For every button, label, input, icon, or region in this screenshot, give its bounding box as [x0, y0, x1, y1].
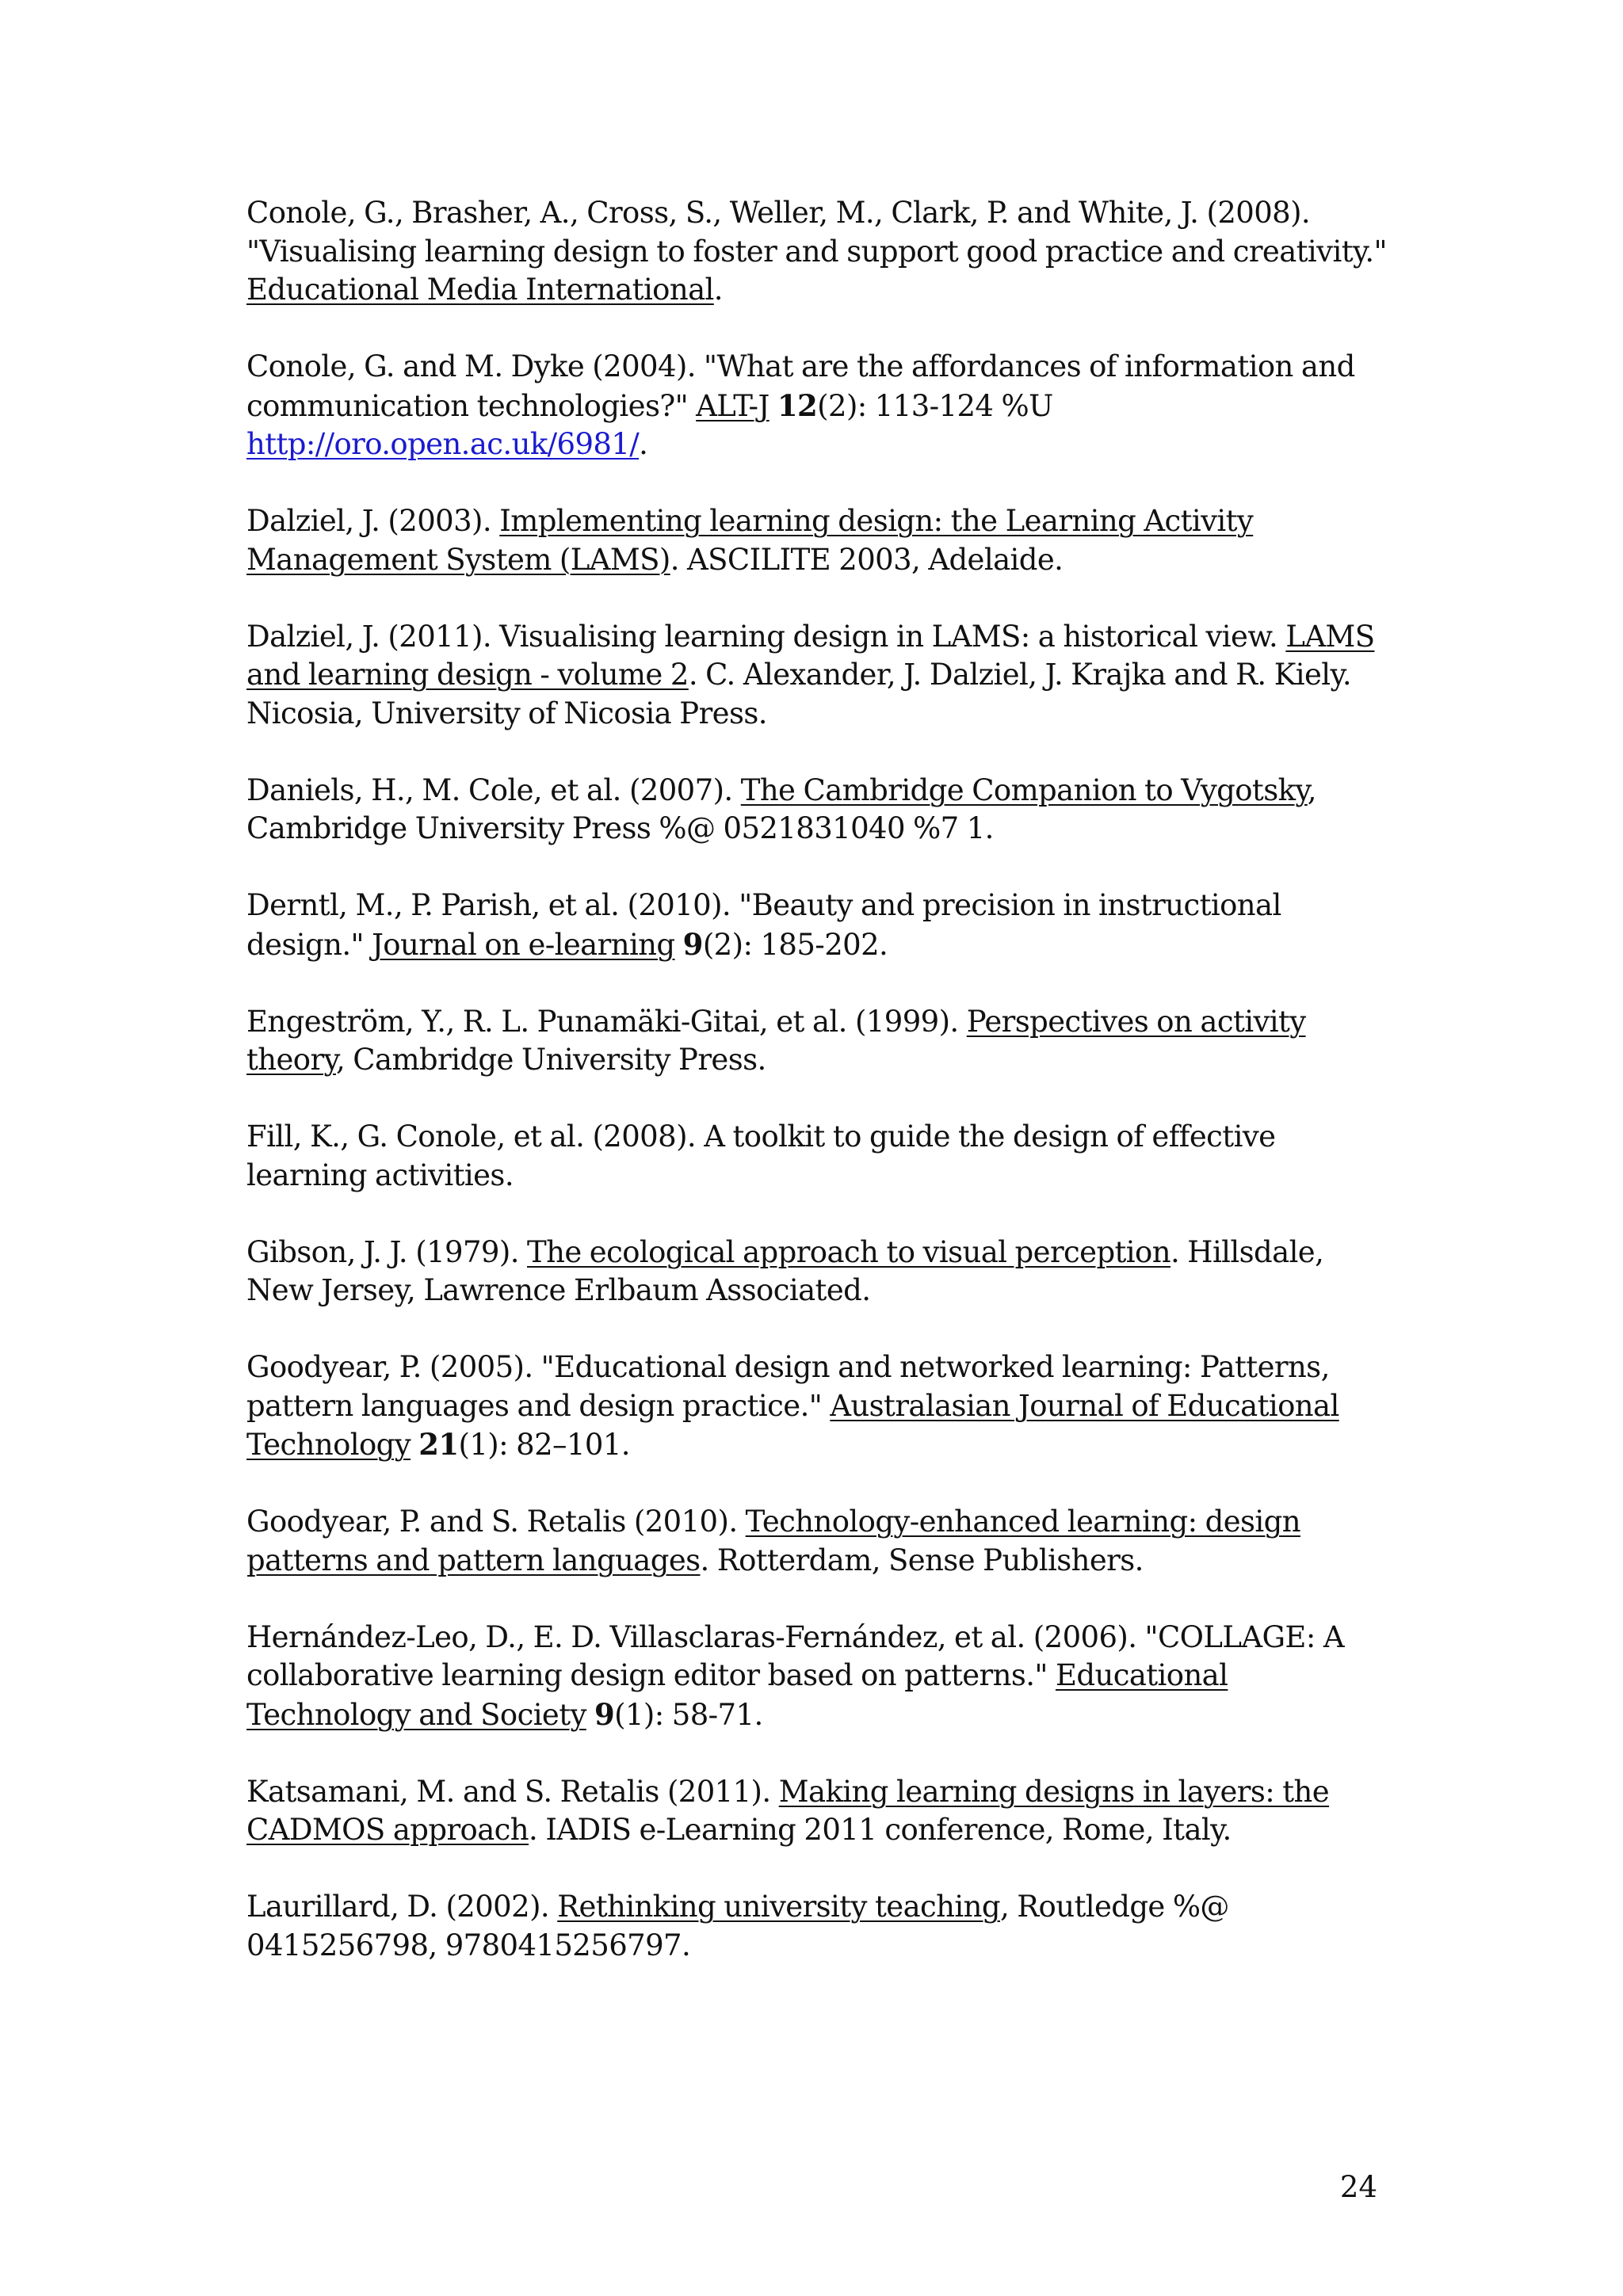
ref-text: Gibson, J. J. (1979). — [246, 1234, 528, 1269]
ref-text: Goodyear, P. and S. Retalis (2010). — [246, 1505, 746, 1539]
ref-text: Conole, G. and M. Dyke (2004). "What are the affordances of information and communication technologies?" — [246, 349, 1355, 423]
reference-daniels-2007 — [246, 772, 1388, 849]
ref-text: . Rotterdam, Sense Publishers. — [700, 1543, 1144, 1577]
reference-fill-2008 — [246, 1118, 1388, 1195]
ref-source-title: Implementing learning design: the Learning Activity Management System (LAMS) — [246, 504, 1254, 577]
ref-text: Laurillard, D. (2002). — [246, 1890, 558, 1924]
ref-source-title: Educational Technology and Society — [246, 1658, 1228, 1732]
ref-text — [675, 928, 683, 962]
ref-text: Hernández-Leo, D., E. D. Villasclaras-Fernández, et al. (2006). "COLLAGE: A collaborative learning design editor based on patterns." — [246, 1619, 1344, 1692]
ref-source-title: The Cambridge Companion to Vygotsky — [740, 772, 1308, 807]
reference-dalziel-2011 — [246, 618, 1388, 734]
ref-volume: 9 — [594, 1696, 615, 1732]
ref-text: Dalziel, J. (2011). Visualising learning design in LAMS: a historical view. — [246, 619, 1286, 654]
ref-text: Fill, K., G. Conole, et al. (2008). A toolkit to guide the design of effective learning activities. — [246, 1119, 1276, 1192]
ref-text: . IADIS e-Learning 2011 conference, Rome, Italy. — [529, 1813, 1232, 1847]
ref-source-title: Rethinking university teaching — [557, 1890, 1000, 1924]
ref-source-title: Journal on e-learning — [372, 927, 675, 962]
ref-text: , Cambridge University Press. — [335, 1043, 766, 1077]
ref-source-title: Making learning designs in layers: the CADMOS approach — [246, 1774, 1330, 1847]
reference-derntl-2010 — [246, 887, 1388, 964]
reference-conole-dyke-2004 — [246, 348, 1388, 464]
reference-goodyear-retalis-2010 — [246, 1503, 1388, 1580]
ref-text: . — [713, 273, 723, 307]
ref-url-link[interactable]: http://oro.open.ac.uk/6981/ — [246, 427, 640, 461]
reference-hernandez-leo-2006 — [246, 1619, 1388, 1735]
ref-text: Goodyear, P. (2005). "Educational design and networked learning: Patterns, pattern languages and design practice." — [246, 1350, 1330, 1423]
ref-source-title: Technology-enhanced learning: design patterns and pattern languages — [246, 1505, 1300, 1577]
reference-gibson-1979 — [246, 1234, 1388, 1310]
ref-text: Conole, G., Brasher, A., Cross, S., Weller, M., Clark, P. and White, J. (2008). "Visualising learning design to foster and support good practice and creativity." — [246, 196, 1387, 269]
ref-text: Katsamani, M. and S. Retalis (2011). — [246, 1774, 779, 1809]
reference-dalziel-2003 — [246, 502, 1388, 579]
ref-text — [769, 389, 777, 423]
ref-text: (1): 82–101. — [458, 1428, 630, 1462]
ref-text: . ASCILITE 2003, Adelaide. — [670, 542, 1064, 577]
ref-text: , Routledge %@ 0415256798, 9780415256797. — [246, 1890, 1229, 1962]
ref-text: (1): 58-71. — [614, 1697, 763, 1732]
ref-text — [411, 1428, 418, 1462]
reference-list — [246, 194, 1388, 2004]
ref-text: (2): 113-124 %U — [817, 388, 1053, 423]
ref-source-title: The ecological approach to visual perception — [527, 1234, 1170, 1269]
ref-source-title: ALT-J — [696, 388, 769, 423]
reference-laurillard-2002 — [246, 1888, 1388, 1965]
ref-text: . — [639, 427, 648, 461]
ref-text: Dalziel, J. (2003). — [246, 504, 500, 538]
ref-text: Engeström, Y., R. L. Punamäki-Gitai, et al. (1999). — [246, 1004, 967, 1039]
ref-text: Daniels, H., M. Cole, et al. (2007). — [246, 772, 741, 807]
reference-engestrom-1999 — [246, 1003, 1388, 1080]
ref-source-title: Educational Media International — [246, 273, 714, 307]
ref-text: . Hillsdale, New Jersey, Lawrence Erlbaum Associated. — [246, 1234, 1324, 1307]
ref-source-title: Australasian Journal of Educational Technology — [246, 1388, 1339, 1462]
ref-text: Derntl, M., P. Parish, et al. (2010). "Beauty and precision in instructional design." — [246, 888, 1281, 962]
ref-volume: 12 — [777, 387, 818, 423]
page-number: 24 — [1339, 2170, 1377, 2204]
ref-text — [586, 1698, 594, 1732]
ref-source-title: LAMS and learning design - volume 2 — [246, 619, 1375, 692]
reference-katsamani-2011 — [246, 1773, 1388, 1850]
reference-goodyear-2005 — [246, 1348, 1388, 1465]
ref-text: , Cambridge University Press %@ 0521831040 %7 1. — [246, 772, 1316, 845]
ref-text: . C. Alexander, J. Dalziel, J. Krajka and R. Kiely. Nicosia, University of Nicosia Press. — [246, 658, 1352, 730]
ref-source-title: Perspectives on activity theory — [246, 1004, 1306, 1077]
reference-conole-2008 — [246, 194, 1388, 310]
ref-volume: 9 — [682, 926, 703, 962]
ref-volume: 21 — [418, 1427, 459, 1462]
ref-text: (2): 185-202. — [702, 927, 888, 962]
